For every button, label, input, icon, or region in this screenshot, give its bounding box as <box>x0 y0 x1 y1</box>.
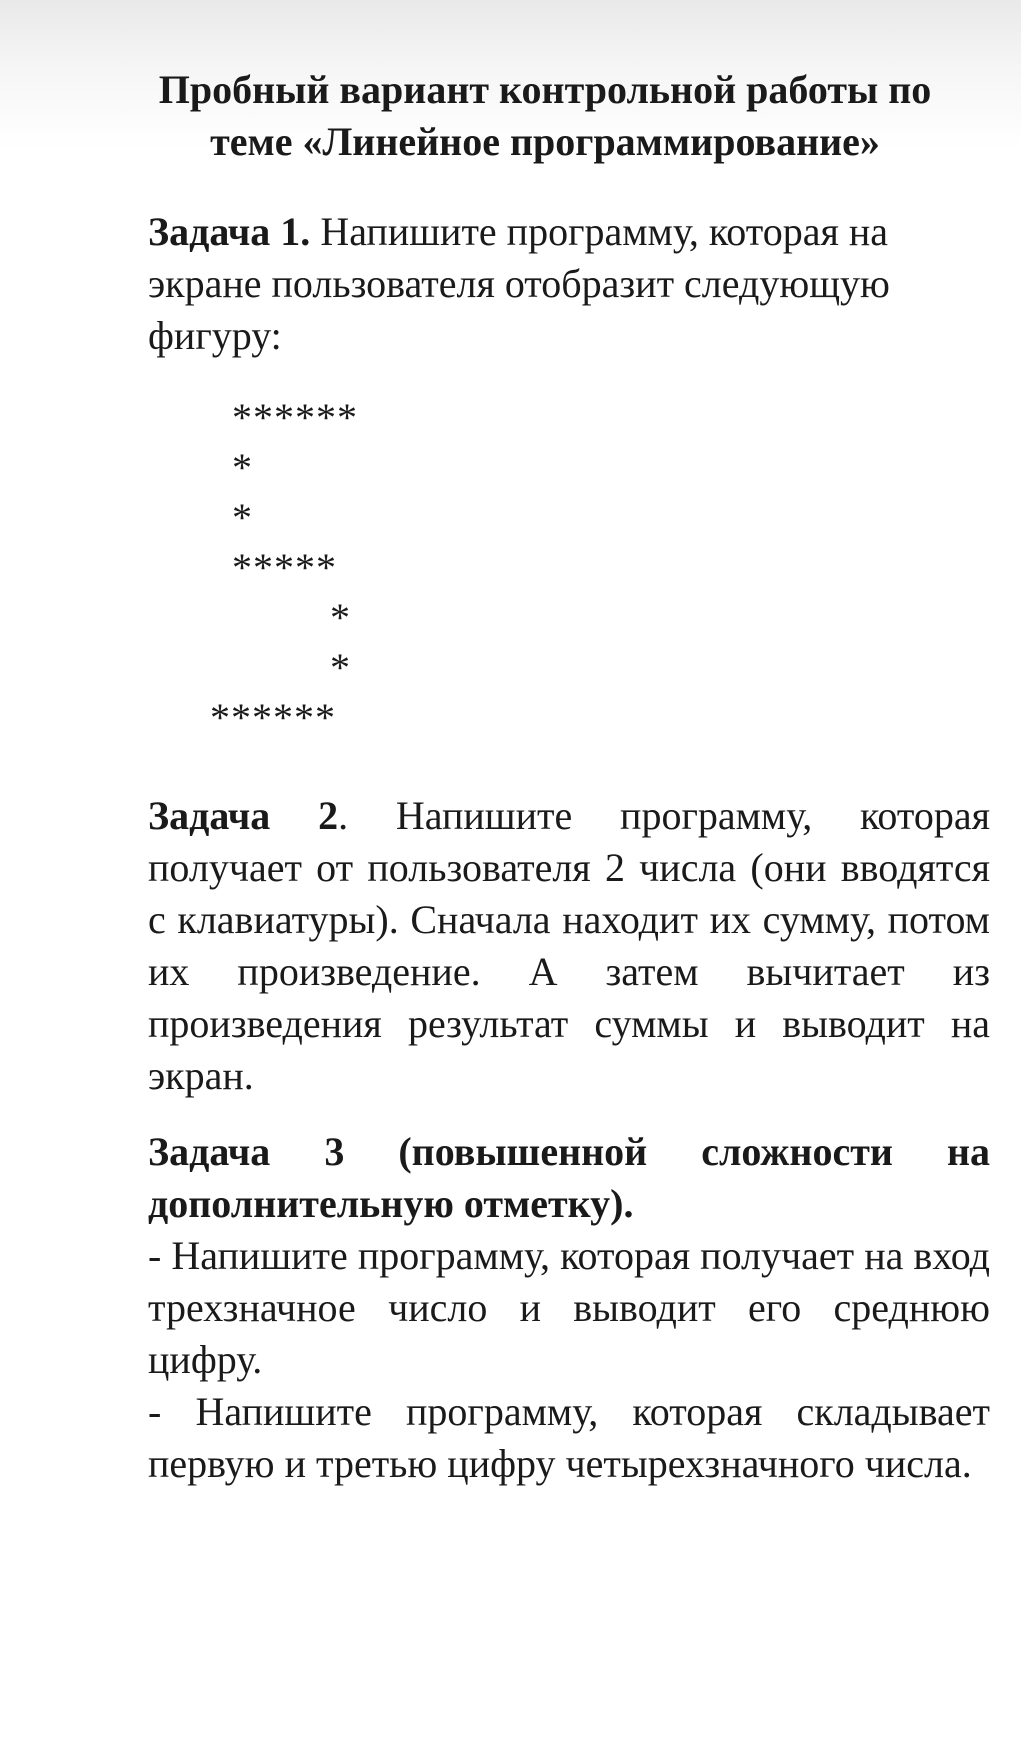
task-3-heading: Задача 3 (повышенной сложности на дополнительную отметку). <box>148 1129 990 1226</box>
task-1 <box>148 206 990 362</box>
title-line-1: Пробный вариант контрольной работы по <box>158 67 932 112</box>
star-row-1: ****** <box>232 395 358 440</box>
star-row-5: * <box>330 595 351 640</box>
task-2 <box>148 790 990 1102</box>
task-2-heading: Задача 2 <box>148 793 339 838</box>
task-3 <box>148 1126 990 1490</box>
star-row-4: ***** <box>232 545 337 590</box>
task-2-text: . Напишите программу, которая получает от пользователя 2 числа (они вводятся с клавиатуры). Сначала находит их сумму, потом их произведение. А затем вычитает из произведения результат суммы и выводит на экран. <box>148 793 990 1098</box>
star-row-6: * <box>330 645 351 690</box>
document-title <box>100 64 990 168</box>
star-row-3: * <box>232 495 253 540</box>
task-3-item-1: - Напишите программу, которая получает на вход трехзначное число и выводит его среднюю цифру. <box>148 1233 990 1382</box>
star-row-7: ****** <box>210 695 336 740</box>
star-row-2: * <box>232 445 253 490</box>
task-1-heading: Задача 1. <box>148 209 311 254</box>
title-line-2: теме «Линейное программирование» <box>210 119 880 164</box>
task-3-item-2: - Напишите программу, которая складывает первую и третью цифру четырехзначного числа. <box>148 1389 990 1486</box>
task-1-text: Напишите программу, которая на экране пользователя отобразит следующую фигуру: <box>148 209 890 358</box>
